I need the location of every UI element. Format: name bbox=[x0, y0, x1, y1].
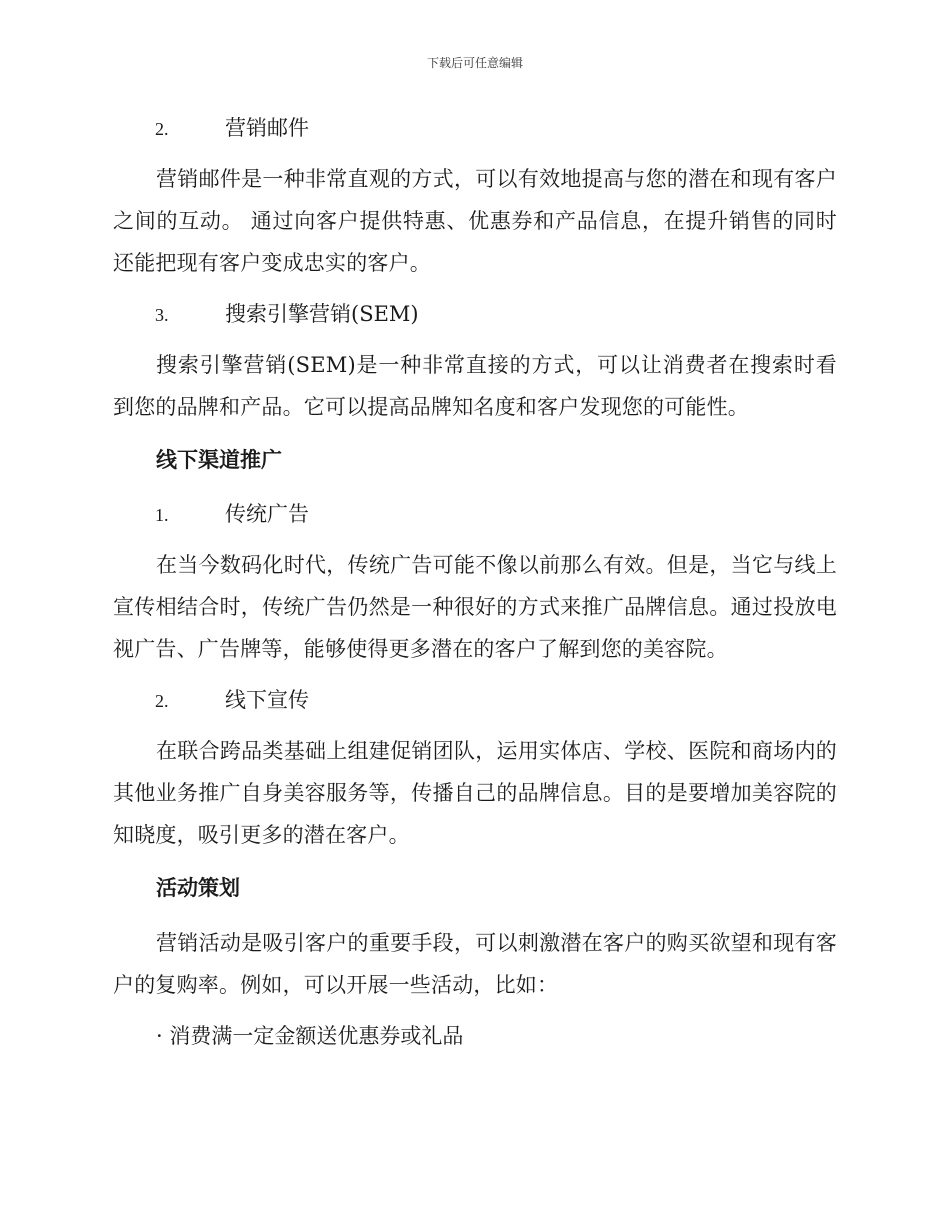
document-body bbox=[113, 108, 837, 1056]
paragraph-sem: 搜索引擎营销(SEM)是一种非常直接的方式，可以让消费者在搜索时看到您的品牌和产品。它可以提高品牌知名度和客户发现您的可能性。 bbox=[113, 353, 837, 419]
list-item-offline-promo bbox=[113, 680, 837, 720]
paragraph-traditional-ads: 在当今数码化时代，传统广告可能不像以前那么有效。但是，当它与线上宣传相结合时，传统广告仍然是一种很好的方式来推广品牌信息。通过投放电视广告、广告牌等，能够使得更多潜在的客户了解到您的美容院。 bbox=[113, 553, 837, 661]
list-title: 传统广告 bbox=[225, 502, 309, 526]
section-heading-offline: 线下渠道推广 bbox=[156, 448, 282, 472]
list-title: 线下宣传 bbox=[225, 688, 309, 712]
list-item-traditional-ads bbox=[113, 494, 837, 534]
list-number: 1. bbox=[155, 505, 169, 525]
page-header: 下载后可任意编辑 bbox=[426, 56, 523, 70]
list-title: 搜索引擎营销(SEM) bbox=[225, 302, 419, 326]
list-number: 2. bbox=[155, 691, 169, 711]
paragraph-email-marketing: 营销邮件是一种非常直观的方式，可以有效地提高与您的潜在和现有客户之间的互动。 通过向客户提供特惠、优惠券和产品信息，在提升销售的同时还能把现有客户变成忠实的客户。 bbox=[113, 167, 837, 275]
paragraph-offline-promo: 在联合跨品类基础上组建促销团队，运用实体店、学校、医院和商场内的其他业务推广自身美容服务等，传播自己的品牌信息。目的是要增加美容院的知晓度，吸引更多的潜在客户。 bbox=[113, 739, 837, 847]
paragraph-events: 营销活动是吸引客户的重要手段，可以刺激潜在客户的购买欲望和现有客户的复购率。例如，可以开展一些活动，比如： bbox=[113, 931, 837, 997]
list-item-sem bbox=[113, 294, 837, 334]
list-number: 2. bbox=[155, 119, 169, 139]
bullet-item: · 消费满一定金额送优惠券或礼品 bbox=[156, 1024, 464, 1048]
section-heading-events: 活动策划 bbox=[156, 876, 240, 900]
list-item-email-marketing bbox=[113, 108, 837, 148]
list-number: 3. bbox=[155, 305, 169, 325]
list-title: 营销邮件 bbox=[225, 116, 309, 140]
